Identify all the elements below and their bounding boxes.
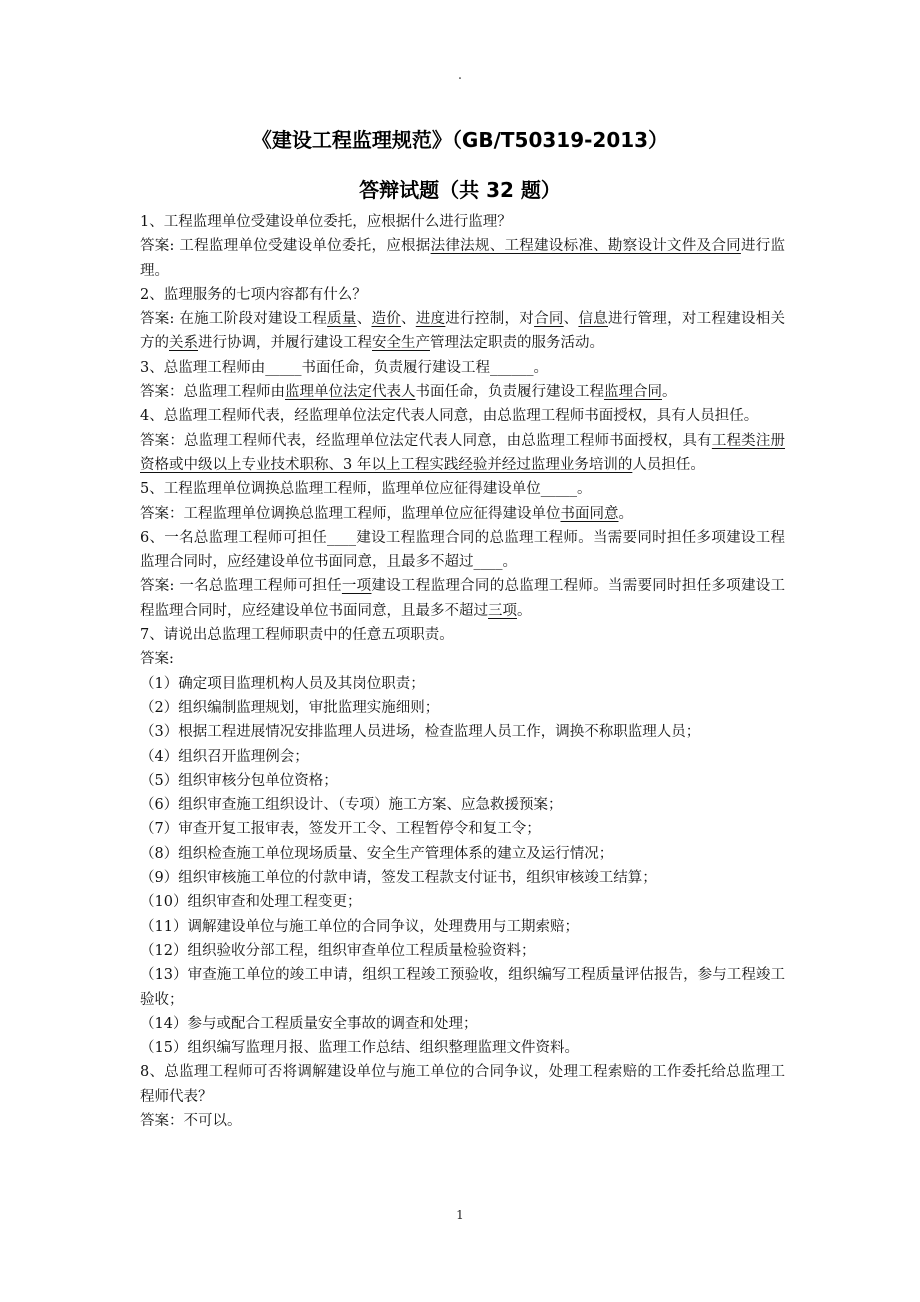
answer-8: 答案：不可以。 [140, 1112, 242, 1129]
answer-4: 答案：总监理工程师代表，经监理单位法定代表人同意，由总监理工程师书面授权，具有工程类注册资格或中级以上专业技术职称、3 年以上工程实践经验并经过监理业务培训的人员担任。 [140, 432, 786, 473]
answer-1: 答案: 工程监理单位受建设单位委托，应根据法律法规、工程建设标准、勘察设计文件及合同进行监理。 [140, 238, 785, 279]
duty-item: （4）组织召开监理例会； [140, 748, 309, 765]
duty-item: （2）组织编制监理规划，审批监理实施细则； [140, 699, 440, 716]
answer-1-highlight: 法律法规、工程建设标准、勘察设计文件及合同 [430, 238, 741, 255]
duty-item: （5）组织审核分包单位资格； [140, 772, 338, 789]
duty-item: （7）审查开复工报审表，签发开工令、工程暂停令和复工令； [140, 821, 541, 838]
page-number: 1 [456, 1208, 464, 1222]
question-7: 7、请说出总监理工程师职责中的任意五项职责。 [140, 627, 454, 644]
document-subtitle: 答辩试题（共 32 题） [359, 178, 561, 202]
answer-5: 答案：工程监理单位调换总监理工程师，监理单位应征得建设单位书面同意。 [140, 505, 633, 522]
duty-item: （1）确定项目监理机构人员及其岗位职责； [140, 675, 425, 692]
answer-7-label: 答案: [140, 651, 174, 668]
duty-item: （10）组织审查和处理工程变更； [140, 894, 362, 911]
duty-item: （13）审查施工单位的竣工申请，组织工程竣工预验收，组织编写工程质量评估报告，参与工程竣工验收； [140, 967, 785, 1008]
question-1: 1、工程监理单位受建设单位委托，应根据什么进行监理？ [140, 214, 512, 230]
duty-item: （11）调解建设单位与施工单位的合同争议，处理费用与工期索赔； [140, 918, 579, 935]
document-body [140, 210, 785, 1133]
question-5: 5、工程监理单位调换总监理工程师，监理单位应征得建设单位_____。 [140, 481, 592, 498]
answer-6: 答案: 一名总监理工程师可担任一项建设工程监理合同的总监理工程师。当需要同时担任多项建设工程监理合同时，应经建设单位书面同意，且最多不超过三项。 [140, 578, 786, 619]
duty-item: （15）组织编写监理月报、监理工作总结、组织整理监理文件资料。 [140, 1040, 579, 1057]
duty-item: （6）组织审查施工组织设计、（专项）施工方案、应急救援预案； [140, 797, 563, 814]
duty-item: （8）组织检查施工单位现场质量、安全生产管理体系的建立及运行情况； [140, 845, 614, 862]
document-title: 《建设工程监理规范》（GB/T50319-2013） [251, 128, 669, 152]
question-4: 4、总监理工程师代表，经监理单位法定代表人同意，由总监理工程师书面授权，具有人员担任。 [140, 408, 759, 425]
answer-2: 答案: 在施工阶段对建设工程质量、造价、进度进行控制，对合同、信息进行管理，对工程建设相关方的关系进行协调，并履行建设工程安全生产管理法定职责的服务活动。 [140, 311, 786, 352]
question-8: 8、总监理工程师可否将调解建设单位与施工单位的合同争议，处理工程索赔的工作委托给总监理工程师代表？ [140, 1064, 785, 1105]
duty-item: （14）参与或配合工程质量安全事故的调查和处理； [140, 1015, 478, 1032]
question-6: 6、一名总监理工程师可担任____建设工程监理合同的总监理工程师。当需要同时担任多项建设工程监理合同时，应经建设单位书面同意，且最多不超过____。 [140, 529, 785, 571]
header-mark: . [457, 67, 463, 83]
duty-item: （9）组织审核施工单位的付款申请，签发工程款支付证书，组织审核竣工结算； [140, 870, 657, 887]
answer-3: 答案：总监理工程师由监理单位法定代表人书面任命，负责履行建设工程监理合同。 [140, 384, 677, 401]
question-2: 2、监理服务的七项内容都有什么？ [140, 286, 367, 303]
duty-item: （3）根据工程进展情况安排监理人员进场，检查监理人员工作，调换不称职监理人员； [140, 724, 701, 741]
question-3: 3、总监理工程师由_____书面任命，负责履行建设工程______。 [140, 359, 548, 376]
duty-item: （12）组织验收分部工程，组织审查单位工程质量检验资料； [140, 942, 536, 959]
